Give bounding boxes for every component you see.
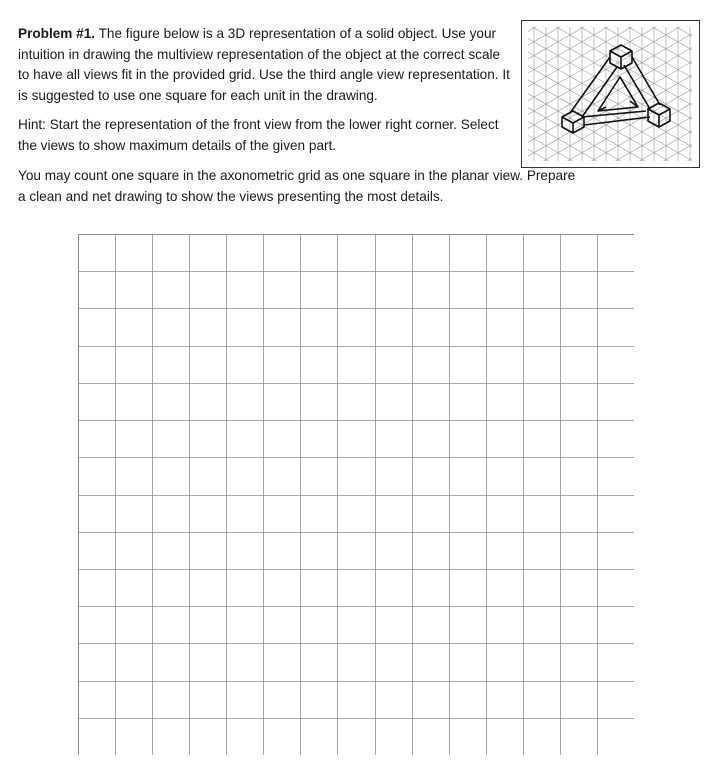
iso-grid-line	[522, 21, 698, 35]
iso-grid-line	[522, 21, 698, 123]
iso-grid-line	[522, 21, 698, 53]
iso-grid-line	[522, 49, 698, 151]
isometric-figure	[521, 20, 700, 168]
isometric-triangular-frame-icon	[522, 21, 698, 166]
iso-grid-line	[522, 86, 698, 166]
iso-grid-line	[522, 30, 698, 132]
problem-label: Problem #1.	[18, 26, 96, 41]
iso-grid-line	[522, 21, 698, 26]
iso-grid-line	[522, 58, 698, 160]
counting-note-paragraph: You may count one square in the axonometric grid as one square in the planar view. Prepare a clean and net drawing to show the views presenting the most details.	[18, 168, 576, 204]
drawing-grid-lines[interactable]	[78, 234, 634, 755]
hint-paragraph: Hint: Start the representation of the front view from the lower right corner. Select the views to show maximum details of the given part.	[18, 117, 499, 153]
problem-description: The figure below is a 3D representation of a solid object. Use your intuition in drawing the multiview representation of the object at the correct scale to have all views fit in the provided grid. Use the third angle view representation. It is suggested to use one square for each unit in the drawing.	[18, 26, 510, 103]
iso-grid-line	[522, 118, 698, 166]
drawing-grid[interactable]	[78, 234, 634, 755]
iso-grid-line	[522, 160, 698, 166]
problem-statement	[18, 24, 576, 204]
iso-grid-line	[522, 21, 698, 76]
iso-grid-line	[522, 21, 698, 109]
problem-paragraph-1	[18, 24, 510, 106]
iso-grid-line	[522, 21, 698, 49]
iso-grid-line	[522, 21, 698, 118]
iso-grid-line	[522, 141, 698, 166]
